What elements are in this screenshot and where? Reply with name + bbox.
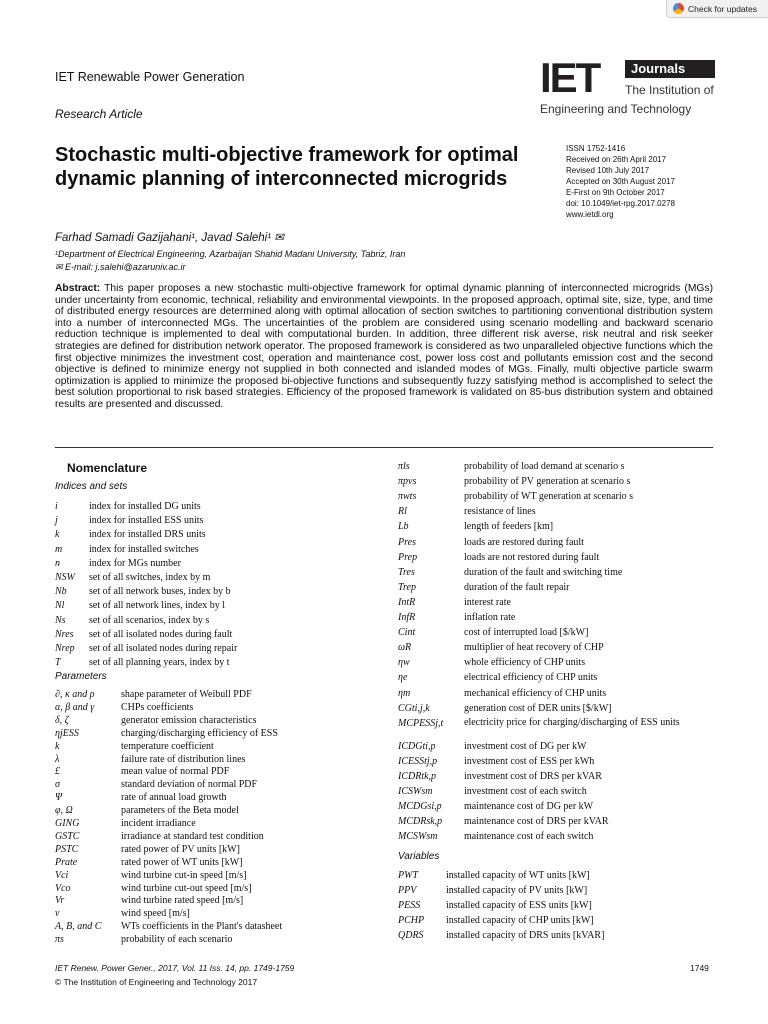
nomenclature-symbol: ICSWsm — [398, 786, 433, 798]
nomenclature-symbol: CGti,j,k — [398, 702, 430, 714]
page-number: 1749 — [690, 963, 709, 973]
nomenclature-symbol: ∂, κ and ρ — [55, 689, 95, 700]
nomenclature-definition: duration of the fault and switching time — [464, 566, 623, 578]
nomenclature-symbol: ν — [55, 908, 60, 920]
footer-copyright: © The Institution of Engineering and Technology 2017 — [55, 977, 258, 987]
nomenclature-symbol: PCHP — [398, 915, 425, 926]
nomenclature-definition: installed capacity of WT units [kW] — [446, 870, 590, 881]
nomenclature-symbol: k — [55, 740, 60, 752]
check-for-updates-button[interactable] — [666, 0, 768, 18]
section-divider — [55, 447, 713, 448]
abstract-text: This paper proposes a new stochastic multi-objective framework for optimal dynamic planning of interconnected microgrids (MGs) under uncertainty from economic, technical, reliability and environmental viewpoints. In the proposed approach, optimal site, size, type, and time of distributed energy resources are determined along with optimal allocation of section switches to partitioning conventional distribution system into a number of interconnected MGs. The uncertainties of the problem are considered using scenario modelling and backward scenario reduction technique is implemented to deal with computational burden. In addition, three different risk averse, risk neutral and risk seeker strategies are defined for distribution network operator. The proposed framework is considered as two unparalleled objective functions which the first objective minimizes the investment cost, operation and maintenance cost, power loss cost and pollutants emission cost and the second objective is defined to minimize energy not supplied in both connected and islanded modes of MGs. Finally, multi objective particle swarm optimization is applied to minimize the proposed bi-objective functions and subsequently fuzzy satisfying method is accomplished to select the best solution proportional to risk based strategies. Efficiency of the proposed framework is validated on 85-bus distribution system and obtained results are presented and discussed. — [55, 283, 713, 410]
nomenclature-definition: WTs coefficients in the Plant's datasheet — [121, 921, 283, 933]
nomenclature-symbol: InfR — [398, 612, 416, 623]
nomenclature-definition: investment cost of each switch — [464, 786, 587, 798]
nomenclature-symbol: ηe — [398, 672, 408, 684]
nomenclature-symbol: Nrep — [55, 643, 75, 654]
nomenclature-definition: length of feeders [km] — [464, 521, 554, 533]
nomenclature-definition: index for MGs number — [89, 557, 181, 569]
nomenclature-symbol: πpvs — [398, 476, 417, 488]
nomenclature-symbol: GING — [55, 818, 80, 829]
iet-logo-letters: IET — [540, 54, 600, 101]
nomenclature-symbol: ICESStj,p — [398, 755, 438, 767]
journal-name: IET Renewable Power Generation — [55, 70, 245, 84]
nomenclature-symbol: πs — [55, 934, 64, 946]
nomenclature-symbol: Cint — [398, 627, 416, 639]
article-metadata — [566, 143, 675, 220]
nomenclature-symbol: MCSWsm — [398, 831, 438, 843]
nomenclature-symbol: £ — [55, 766, 60, 778]
nomenclature-definition: temperature coefficient — [121, 740, 214, 752]
nomenclature-symbol: Vci — [55, 869, 69, 881]
nomenclature-definition: failure rate of distribution lines — [121, 753, 246, 765]
doi-link[interactable]: doi: 10.1049/iet-rpg.2017.0278 — [566, 199, 675, 208]
nomenclature-symbol: δ, ζ — [55, 714, 69, 726]
abstract — [55, 283, 713, 411]
nomenclature-symbol: MCDRsk,p — [398, 816, 443, 828]
iet-subtitle-line2: Engineering and Technology — [540, 102, 692, 116]
article-type: Research Article — [55, 107, 143, 121]
nomenclature-definition: set of all isolated nodes during repair — [89, 643, 238, 654]
nomenclature-symbol: n — [55, 557, 60, 569]
nomenclature-symbol: Nres — [55, 628, 74, 640]
nomenclature-definition: installed capacity of CHP units [kW] — [446, 915, 594, 926]
nomenclature-definition: set of all network buses, index by b — [89, 586, 231, 598]
nomenclature-symbol: T — [55, 657, 61, 669]
nomenclature-definition: rate of annual load growth — [121, 792, 227, 804]
nomenclature-symbol: PESS — [398, 900, 421, 911]
issn: ISSN 1752-1416 — [566, 144, 626, 153]
nomenclature-definition: rated power of WT units [kW] — [121, 856, 243, 868]
nomenclature-definition: inflation rate — [464, 612, 516, 623]
email-contact[interactable]: ✉ E-mail: j.salehi@azaruniv.ac.ir — [55, 262, 186, 272]
nomenclature-definition: CHPs coefficients — [121, 701, 194, 713]
nomenclature-symbol: ICDRtk,p — [398, 771, 437, 782]
iet-subtitle-line1: The Institution of — [625, 83, 714, 97]
nomenclature-symbol: φ, Ω — [55, 805, 73, 817]
nomenclature-definition: maintenance cost of each switch — [464, 831, 594, 843]
nomenclature-symbol: i — [55, 501, 58, 512]
nomenclature-symbol: Tres — [398, 566, 415, 578]
nomenclature-definition: installed capacity of DRS units [kVAR] — [446, 930, 605, 941]
nomenclature-definition: set of all scenarios, index by s — [89, 614, 210, 626]
nomenclature-symbol: Vco — [55, 882, 71, 894]
nomenclature-definition: probability of each scenario — [121, 934, 233, 946]
nomenclature-symbol: IntR — [398, 596, 416, 608]
nomenclature-definition: wind turbine cut-out speed [m/s] — [121, 882, 252, 894]
nomenclature-definition: wind turbine rated speed [m/s] — [121, 895, 244, 907]
nomenclature-heading: Nomenclature — [67, 461, 148, 475]
nomenclature-symbol: Rl — [398, 506, 407, 518]
nomenclature-definition: whole efficiency of CHP units — [464, 657, 586, 669]
affiliation: ¹Department of Electrical Engineering, Azarbaijan Shahid Madani University, Tabriz, Iran — [55, 249, 406, 259]
check-for-updates-label: Check for updates — [688, 3, 757, 14]
paper-title: Stochastic multi-objective framework for optimal dynamic planning of interconnected microgrids — [55, 144, 519, 190]
nomenclature-definition: investment cost of DG per kW — [464, 740, 587, 752]
nomenclature-symbol: Ns — [55, 614, 66, 626]
nomenclature-symbol: Trep — [398, 581, 416, 593]
nomenclature-symbol: A, B, and C — [55, 921, 102, 933]
nomenclature-definition: electrical efficiency of CHP units — [464, 672, 598, 684]
nomenclature-symbol: Prate — [55, 856, 78, 868]
nomenclature-definition: irradiance at standard test condition — [121, 830, 264, 842]
nomenclature-symbol: ηm — [398, 687, 411, 699]
nomenclature-symbol: GSTC — [55, 830, 80, 842]
nomenclature-definition: installed capacity of PV units [kW] — [446, 885, 588, 896]
nomenclature-symbol: Vr — [55, 895, 65, 907]
nomenclature-symbol: k — [55, 529, 60, 541]
parameters-heading: Parameters — [55, 671, 107, 682]
iet-logo — [540, 54, 715, 122]
nomenclature-definition: index for installed ESS units — [89, 515, 204, 527]
nomenclature-definition: probability of load demand at scenario s — [464, 461, 625, 472]
nomenclature-symbol: Lb — [398, 521, 409, 533]
abstract-label: Abstract: — [55, 283, 101, 294]
nomenclature-symbol: PPV — [398, 885, 417, 896]
nomenclature-definition: index for installed DRS units — [89, 529, 206, 541]
nomenclature-symbol: α, β and γ — [55, 701, 95, 713]
nomenclature-definition: charging/discharging efficiency of ESS — [121, 727, 278, 739]
nomenclature-symbol: πwts — [398, 491, 417, 503]
nomenclature-symbol: m — [55, 543, 63, 555]
footer-citation: IET Renew. Power Gener., 2017, Vol. 11 Iss. 14, pp. 1749-1759 — [55, 963, 295, 973]
nomenclature-definition: incident irradiance — [121, 818, 196, 829]
nomenclature-symbol: Pres — [398, 536, 416, 548]
nomenclature-definition: standard deviation of normal PDF — [121, 779, 258, 791]
nomenclature-definition: installed capacity of ESS units [kW] — [446, 900, 592, 911]
nomenclature-definition: maintenance cost of DRS per kVAR — [464, 816, 609, 828]
nomenclature-definition: parameters of the Beta model — [121, 805, 239, 817]
nomenclature-definition: shape parameter of Weibull PDF — [121, 689, 252, 700]
nomenclature-symbol: σ — [55, 779, 60, 791]
nomenclature-definition: multiplier of heat recovery of CHP — [464, 642, 604, 654]
nomenclature-symbol: Prep — [398, 551, 418, 563]
nomenclature-symbol: Ψ — [55, 792, 63, 804]
nomenclature-definition: mechanical efficiency of CHP units — [464, 687, 607, 699]
nomenclature-definition: probability of PV generation at scenario s — [464, 476, 631, 488]
revised-date: Revised 10th July 2017 — [566, 166, 650, 175]
nomenclature-definition: set of all network lines, index by l — [89, 600, 226, 612]
journals-label: Journals — [625, 60, 715, 78]
nomenclature-definition: index for installed switches — [89, 543, 199, 555]
nomenclature-definition: loads are restored during fault — [464, 536, 584, 548]
indices-heading: Indices and sets — [55, 481, 128, 492]
nomenclature-symbol: MCPESSj,t — [398, 717, 444, 729]
authors: Farhad Samadi Gazijahani¹, Javad Salehi¹ ✉ — [55, 232, 284, 244]
nomenclature-definition: set of all isolated nodes during fault — [89, 628, 233, 640]
nomenclature-definition: set of all planning years, index by t — [89, 657, 230, 669]
nomenclature-definition: duration of the fault repair — [464, 581, 570, 593]
received-date: Received on 26th April 2017 — [566, 155, 667, 164]
variables-heading: Variables — [398, 851, 440, 862]
nomenclature-symbol: NSW — [55, 572, 75, 583]
nomenclature-symbol: j — [55, 515, 58, 527]
crossmark-icon — [673, 3, 684, 14]
nomenclature-symbol: ηw — [398, 657, 410, 669]
nomenclature-symbol: Nl — [55, 600, 65, 612]
nomenclature-definition: mean value of normal PDF — [121, 766, 230, 778]
nomenclature-symbol: Nb — [55, 586, 67, 598]
nomenclature-definition: set of all switches, index by m — [89, 572, 211, 583]
nomenclature-definition: generation cost of DER units [$/kW] — [464, 702, 612, 714]
efirst-date: E-First on 9th October 2017 — [566, 188, 665, 197]
nomenclature-symbol: λ — [55, 753, 60, 765]
nomenclature-definition: generator emission characteristics — [121, 714, 257, 726]
nomenclature-definition: interest rate — [464, 596, 511, 608]
nomenclature-definition: investment cost of ESS per kWh — [464, 755, 595, 767]
nomenclature-definition: maintenance cost of DG per kW — [464, 801, 594, 813]
nomenclature-symbol: PWT — [398, 870, 418, 881]
website-link[interactable]: www.ietdl.org — [566, 210, 614, 219]
nomenclature-definition: index for installed DG units — [89, 501, 201, 512]
nomenclature-definition: electricity price for charging/discharging of ESS units — [464, 716, 680, 728]
accepted-date: Accepted on 30th August 2017 — [566, 177, 675, 186]
nomenclature-symbol: PSTC — [55, 843, 79, 855]
nomenclature-symbol: MCDGsi,p — [398, 801, 442, 813]
nomenclature-definition: loads are not restored during fault — [464, 551, 600, 563]
nomenclature-symbol: ωR — [398, 642, 412, 654]
nomenclature-definition: investment cost of DRS per kVAR — [464, 771, 602, 782]
nomenclature-definition: rated power of PV units [kW] — [121, 843, 240, 855]
nomenclature-definition: resistance of lines — [464, 506, 536, 518]
nomenclature-definition: wind turbine cut-in speed [m/s] — [121, 869, 247, 881]
nomenclature-definition: probability of WT generation at scenario s — [464, 491, 634, 503]
nomenclature-symbol: QDRS — [398, 930, 424, 941]
nomenclature-symbol: ηjESS — [55, 727, 79, 739]
nomenclature-symbol: πls — [398, 461, 410, 472]
nomenclature-definition: cost of interrupted load [$/kW] — [464, 627, 589, 639]
nomenclature-definition: wind speed [m/s] — [121, 908, 190, 920]
nomenclature-symbol: ICDGti,p — [398, 740, 436, 752]
